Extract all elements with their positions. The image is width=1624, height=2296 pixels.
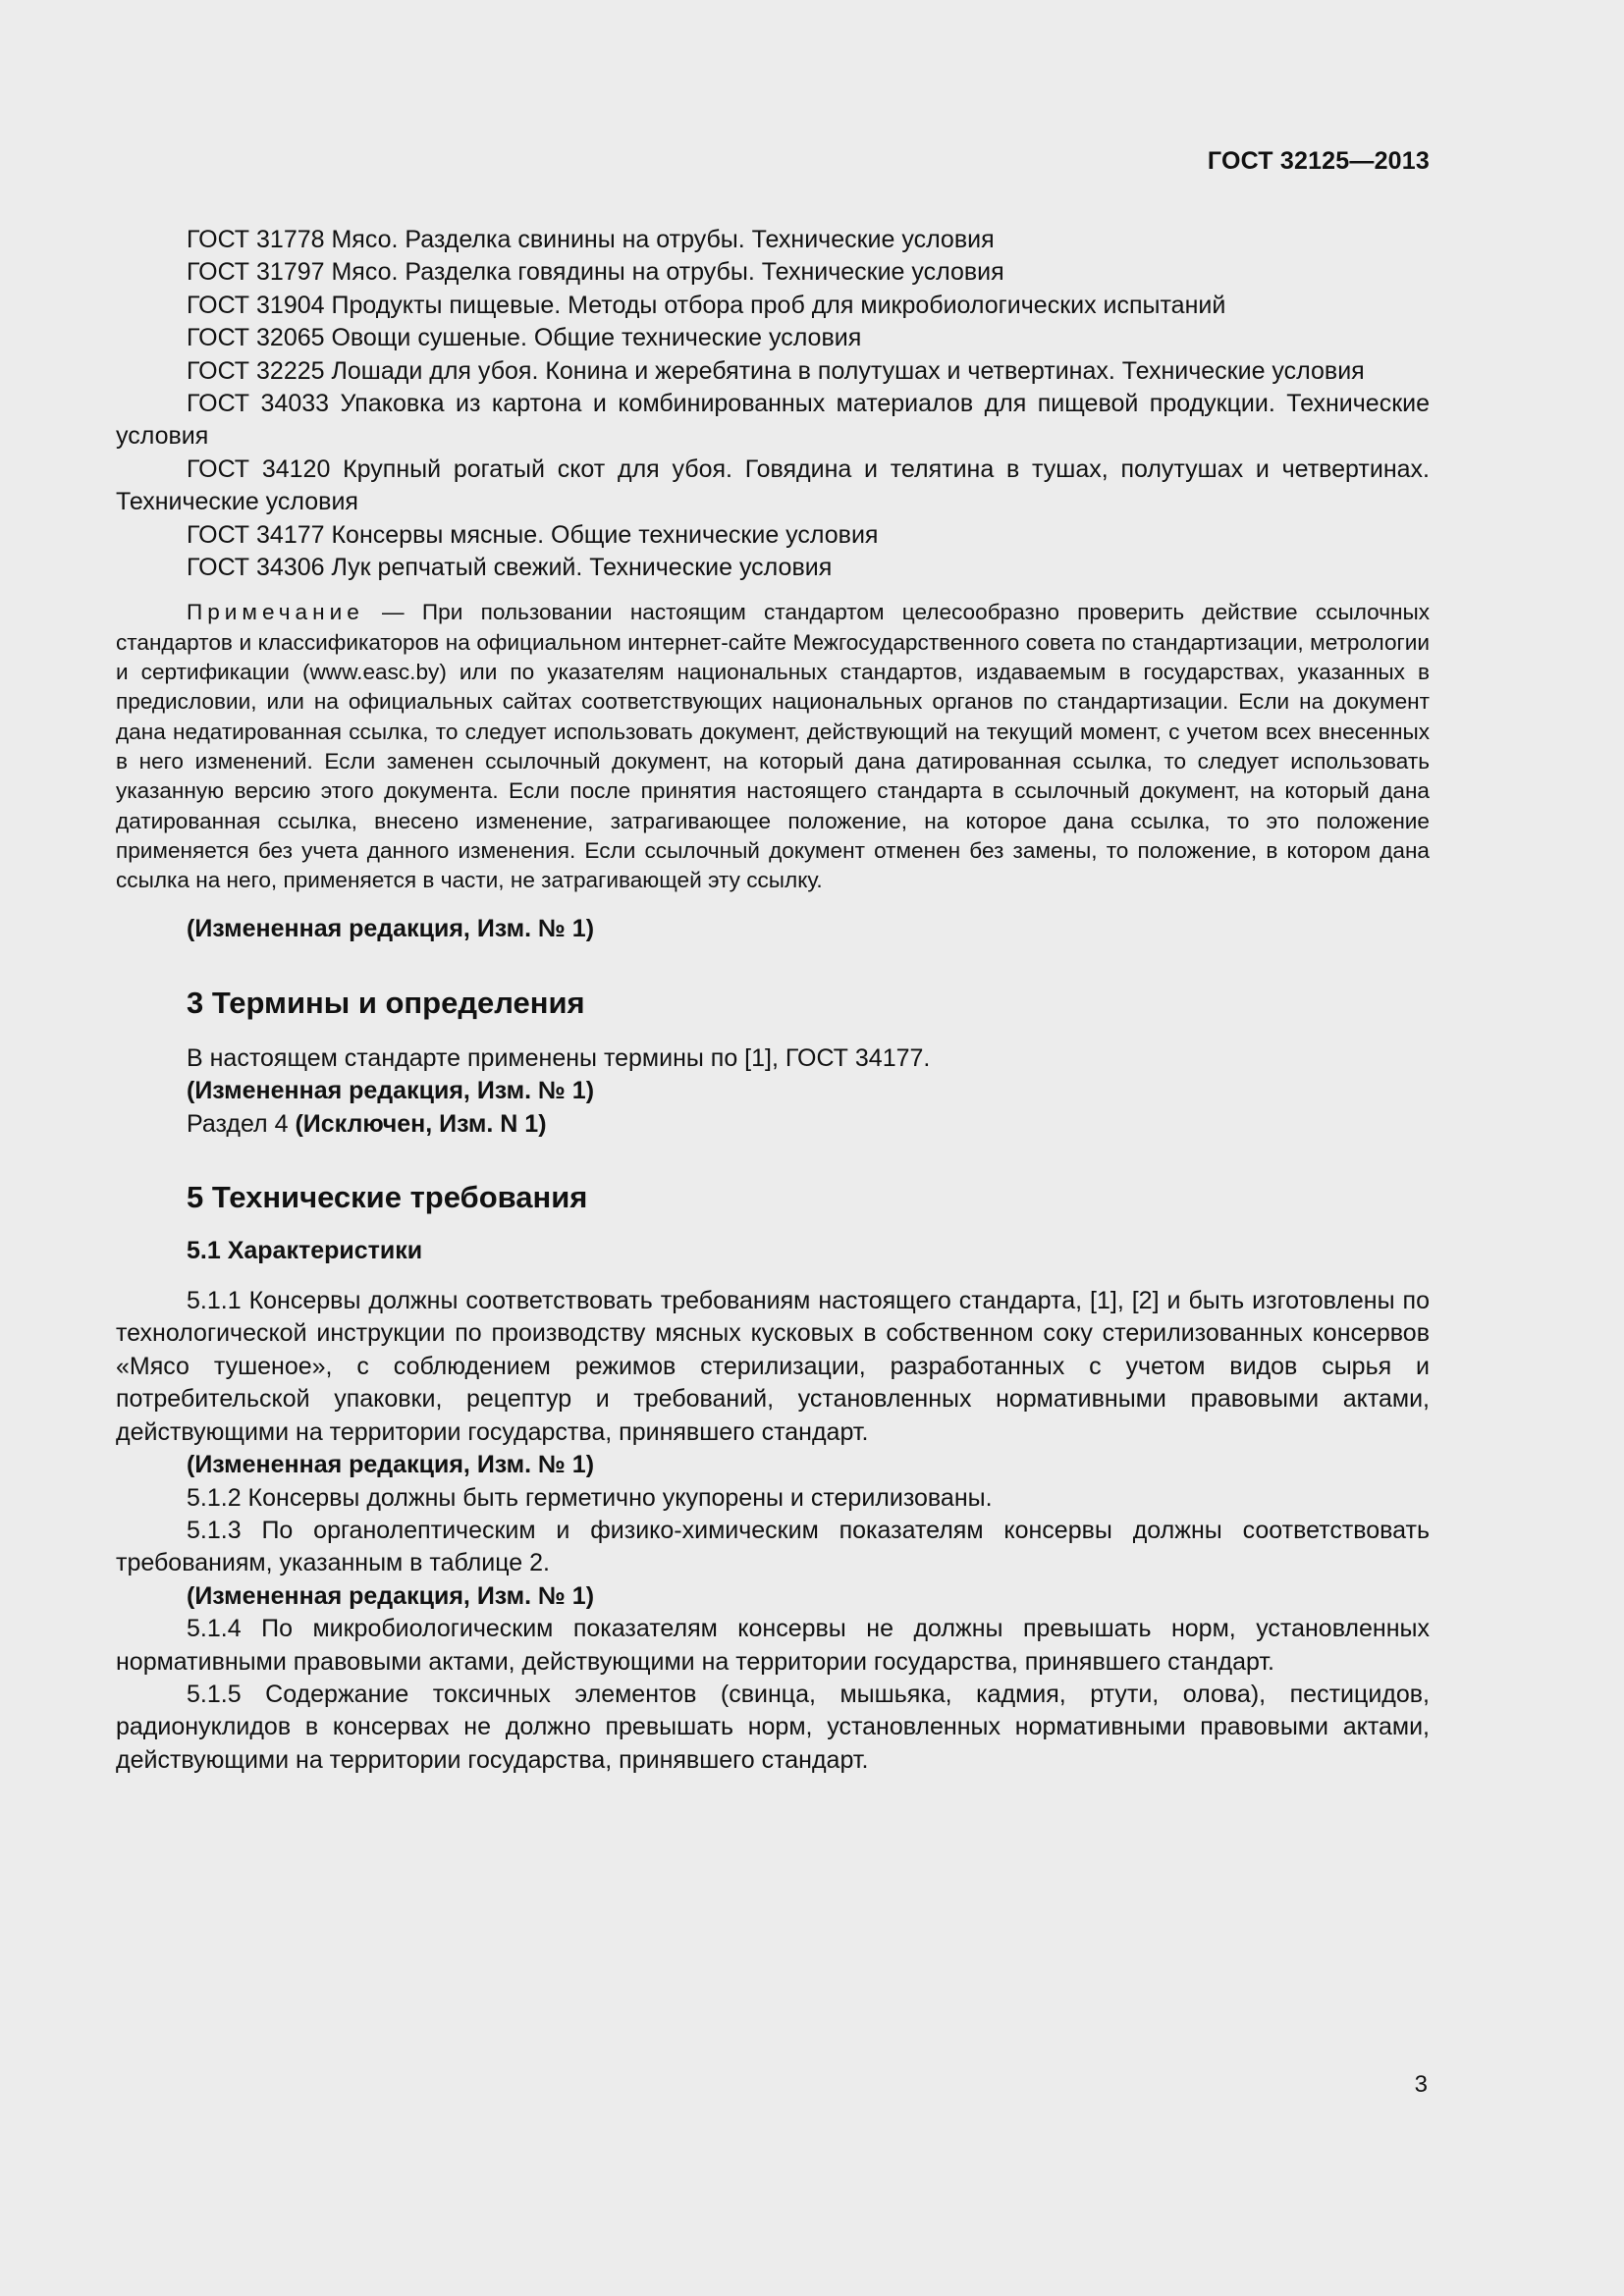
note-label: Примечание bbox=[187, 600, 364, 625]
reference-item: ГОСТ 34177 Консервы мясные. Общие технические условия bbox=[187, 520, 879, 549]
paragraph-5-1-1: 5.1.1 Консервы должны соответствовать требованиям настоящего стандарта, [1], [2] и быть изготовлены по технологической инструкции по производству мясных кусковых в собственном соку стерилизованных консервов «Мясо тушеное», с соблюдением режимов стерилизации, разработанных с учетом видов сырья и потребительской упаковки, рецептур и требований, установленных нормативными правовыми актами, действующими на территории государства, принявшего стандарт. bbox=[116, 1287, 1430, 1446]
reference-item: ГОСТ 34033 Упаковка из картона и комбинированных материалов для пищевой продукции. Технические условия bbox=[116, 390, 1430, 451]
page-content bbox=[116, 224, 1430, 1777]
subsection-5-1-title: 5.1 Характеристики bbox=[187, 1237, 423, 1265]
document-header: ГОСТ 32125—2013 bbox=[1207, 147, 1430, 175]
razdel-prefix: Раздел 4 bbox=[187, 1109, 296, 1138]
note-paragraph bbox=[116, 598, 1430, 895]
reference-item: ГОСТ 34306 Лук репчатый свежий. Технические условия bbox=[187, 554, 833, 582]
section-3-title: 3 Термины и определения bbox=[187, 985, 585, 1020]
razdel-excluded-note: (Исключен, Изм. N 1) bbox=[295, 1109, 547, 1138]
section-4-excluded bbox=[116, 1108, 1430, 1141]
amendment-note: (Измененная редакция, Изм. № 1) bbox=[187, 1451, 595, 1479]
reference-item: ГОСТ 34120 Крупный рогатый скот для убоя. Говядина и телятина в тушах, полутушах и четвертинах. Технические условия bbox=[116, 454, 1430, 516]
reference-item: ГОСТ 31904 Продукты пищевые. Методы отбора проб для микробиологических испытаний bbox=[187, 291, 1226, 319]
paragraph-5-1-5: 5.1.5 Содержание токсичных элементов (свинца, мышьяка, кадмия, ртути, олова), пестицидов, радионуклидов в консервах не должно превышать норм, установленных нормативными правовыми актами, действующими на территории государства, принявшего стандарт. bbox=[116, 1680, 1430, 1774]
page-number: 3 bbox=[1414, 2071, 1428, 2098]
section-5-title: 5 Технические требования bbox=[187, 1180, 588, 1215]
reference-item: ГОСТ 31797 Мясо. Разделка говядины на отрубы. Технические условия bbox=[187, 258, 1004, 287]
reference-item: ГОСТ 31778 Мясо. Разделка свинины на отрубы. Технические условия bbox=[187, 226, 995, 253]
paragraph-5-1-3: 5.1.3 По органолептическим и физико-химическим показателям консервы должны соответствовать требованиям, указанным в таблице 2. bbox=[116, 1516, 1430, 1577]
paragraph-5-1-4: 5.1.4 По микробиологическим показателям консервы не должны превышать норм, установленных нормативными правовыми актами, действующими на территории государства, принявшего стандарт. bbox=[116, 1615, 1430, 1676]
paragraph-5-1-2: 5.1.2 Консервы должны быть герметично укупорены и стерилизованы. bbox=[187, 1483, 993, 1512]
amendment-note: (Измененная редакция, Изм. № 1) bbox=[187, 915, 595, 943]
reference-item: ГОСТ 32225 Лошади для убоя. Конина и жеребятина в полутушах и четвертинах. Технические условия bbox=[187, 356, 1365, 385]
amendment-note: (Измененная редакция, Изм. № 1) bbox=[187, 1077, 595, 1105]
section-3-text: В настоящем стандарте применены термины по [1], ГОСТ 34177. bbox=[187, 1043, 931, 1072]
note-text: При пользовании настоящим стандартом целесообразно проверить действие ссылочных стандартов и классификаторов на официальном интернет-сайте Межгосударственного совета по стандартизации, метрологии и сертификации (www.easc.by) или по указателям национальных стандартов, издаваемым в государствах, указанных в предисловии, или на официальных сайтах соответствующих национальных органов по стандартизации. Если на документ дана недатированная ссылка, то следует использовать документ, действующий на текущий момент, с учетом всех внесенных в него изменений. Если заменен ссылочный документ, на который дана датированная ссылка, то следует использовать указанную версию этого документа. Если после принятия настоящего стандарта в ссылочный документ, на который дана датированная ссылка, внесено изменение, затрагивающее положение, на которое дана ссылка, то это положение применяется без учета данного изменения. Если ссылочный документ отменен без замены, то положение, в котором дана ссылка на него, применяется в части, не затрагивающей эту ссылку. bbox=[116, 600, 1431, 893]
note-dash: — bbox=[363, 600, 422, 625]
amendment-note: (Измененная редакция, Изм. № 1) bbox=[187, 1581, 595, 1610]
references-list bbox=[116, 224, 1430, 584]
reference-item: ГОСТ 32065 Овощи сушеные. Общие технические условия bbox=[187, 324, 862, 352]
